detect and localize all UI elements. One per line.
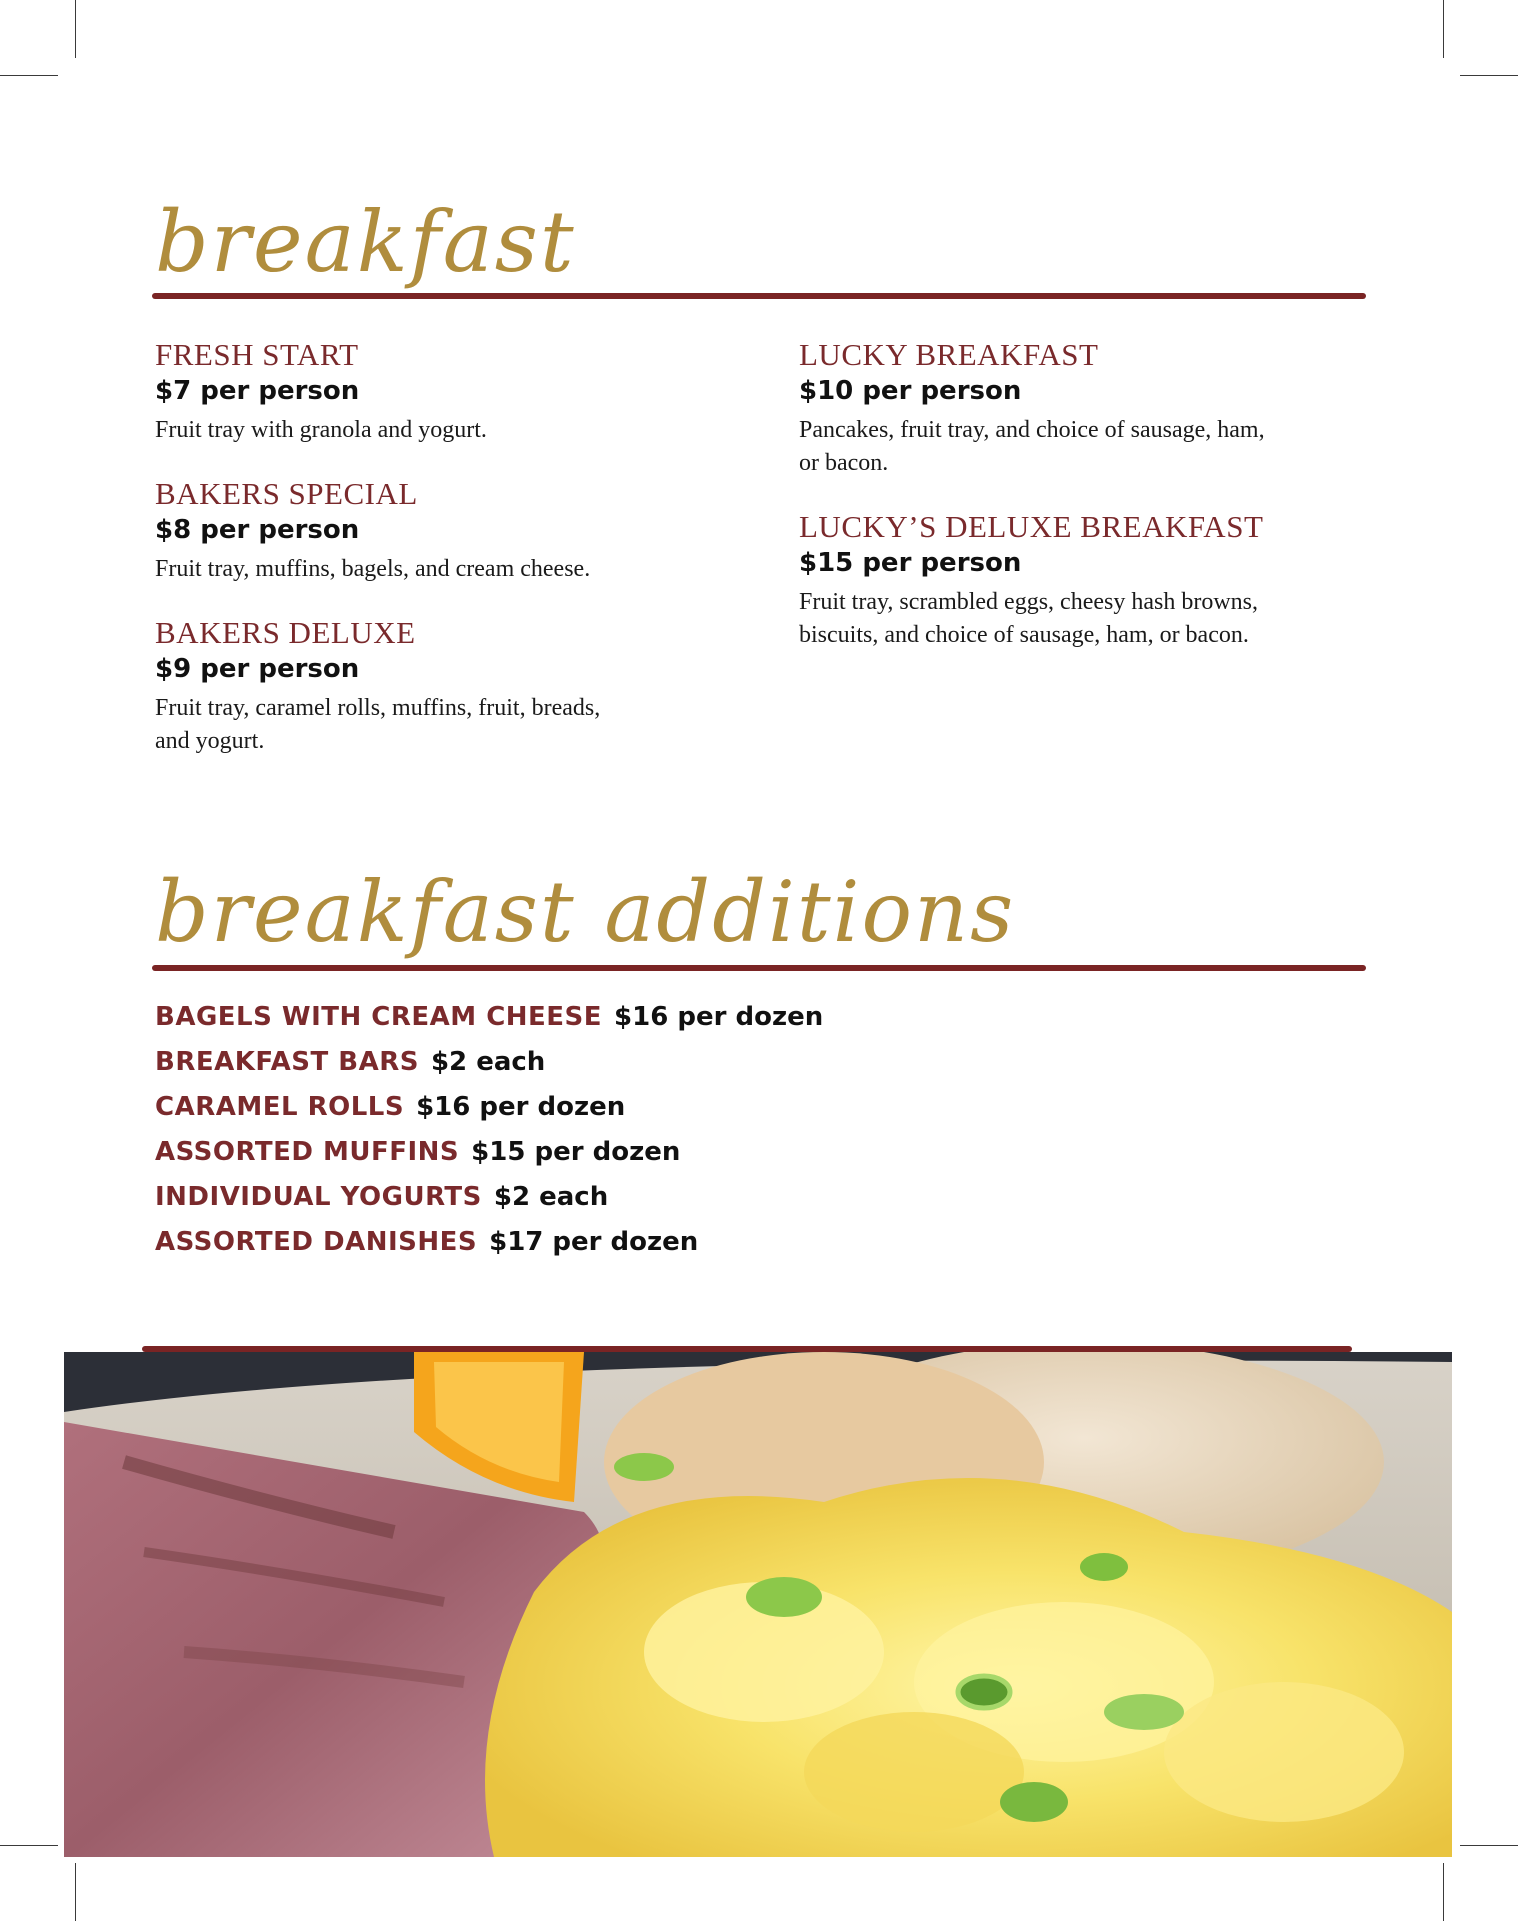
crop-mark xyxy=(0,1845,58,1846)
food-illustration xyxy=(64,1352,1452,1857)
additions-divider xyxy=(152,965,1366,971)
list-item xyxy=(155,1178,823,1223)
list-item xyxy=(155,1043,823,1088)
menu-item-bakers-special xyxy=(155,477,625,586)
addition-name: CARAMEL ROLLS xyxy=(155,1092,405,1122)
addition-name: ASSORTED DANISHES xyxy=(155,1227,478,1257)
addition-price: $16 per dozen xyxy=(416,1092,626,1122)
crop-mark xyxy=(1460,75,1518,76)
item-name: LUCKY BREAKFAST xyxy=(799,337,1099,372)
list-item xyxy=(155,1223,823,1268)
list-item xyxy=(155,1133,823,1178)
breakfast-food-photo xyxy=(64,1352,1452,1857)
breakfast-title: breakfast xyxy=(155,193,576,291)
breakfast-left-column xyxy=(155,338,625,788)
addition-name: ASSORTED MUFFINS xyxy=(155,1137,460,1167)
addition-price: $17 per dozen xyxy=(489,1227,699,1257)
breakfast-right-column xyxy=(799,338,1269,682)
addition-price: $16 per dozen xyxy=(614,1002,824,1032)
item-description: Fruit tray, scrambled eggs, cheesy hash browns, biscuits, and choice of sausage, ham, or bacon. xyxy=(799,589,1258,648)
additions-title: breakfast additions xyxy=(155,863,1016,961)
item-name: FRESH START xyxy=(155,337,359,372)
item-description: Fruit tray, muffins, bagels, and cream cheese. xyxy=(155,556,591,582)
addition-price: $2 each xyxy=(430,1047,546,1077)
list-item xyxy=(155,1088,823,1133)
photo-top-divider xyxy=(142,1346,1352,1352)
addition-name: INDIVIDUAL YOGURTS xyxy=(155,1182,482,1212)
addition-name: BREAKFAST BARS xyxy=(155,1047,419,1077)
item-description: Pancakes, fruit tray, and choice of sausage, ham, or bacon. xyxy=(799,417,1265,476)
menu-item-fresh-start xyxy=(155,338,625,447)
crop-mark xyxy=(1443,0,1444,58)
addition-price: $15 per dozen xyxy=(471,1137,681,1167)
breakfast-divider xyxy=(152,293,1366,299)
crop-mark xyxy=(75,1863,76,1921)
crop-mark xyxy=(1460,1845,1518,1846)
item-name: BAKERS SPECIAL xyxy=(155,476,418,511)
list-item xyxy=(155,998,823,1043)
menu-item-bakers-deluxe xyxy=(155,616,625,758)
item-price: $10 per person xyxy=(799,376,1022,406)
menu-item-luckys-deluxe-breakfast xyxy=(799,510,1269,652)
item-description: Fruit tray with granola and yogurt. xyxy=(155,417,487,443)
crop-mark xyxy=(75,0,76,58)
item-name: BAKERS DELUXE xyxy=(155,615,416,650)
item-price: $7 per person xyxy=(155,376,360,406)
crop-mark xyxy=(0,75,58,76)
item-price: $9 per person xyxy=(155,654,360,684)
crop-mark xyxy=(1443,1863,1444,1921)
additions-list xyxy=(155,998,823,1268)
addition-name: BAGELS WITH CREAM CHEESE xyxy=(155,1002,603,1032)
menu-item-lucky-breakfast xyxy=(799,338,1269,480)
item-name: LUCKY’S DELUXE BREAKFAST xyxy=(799,509,1264,544)
item-description: Fruit tray, caramel rolls, muffins, fruit, breads, and yogurt. xyxy=(155,695,601,754)
item-price: $8 per person xyxy=(155,515,360,545)
addition-price: $2 each xyxy=(493,1182,609,1212)
item-price: $15 per person xyxy=(799,548,1022,578)
